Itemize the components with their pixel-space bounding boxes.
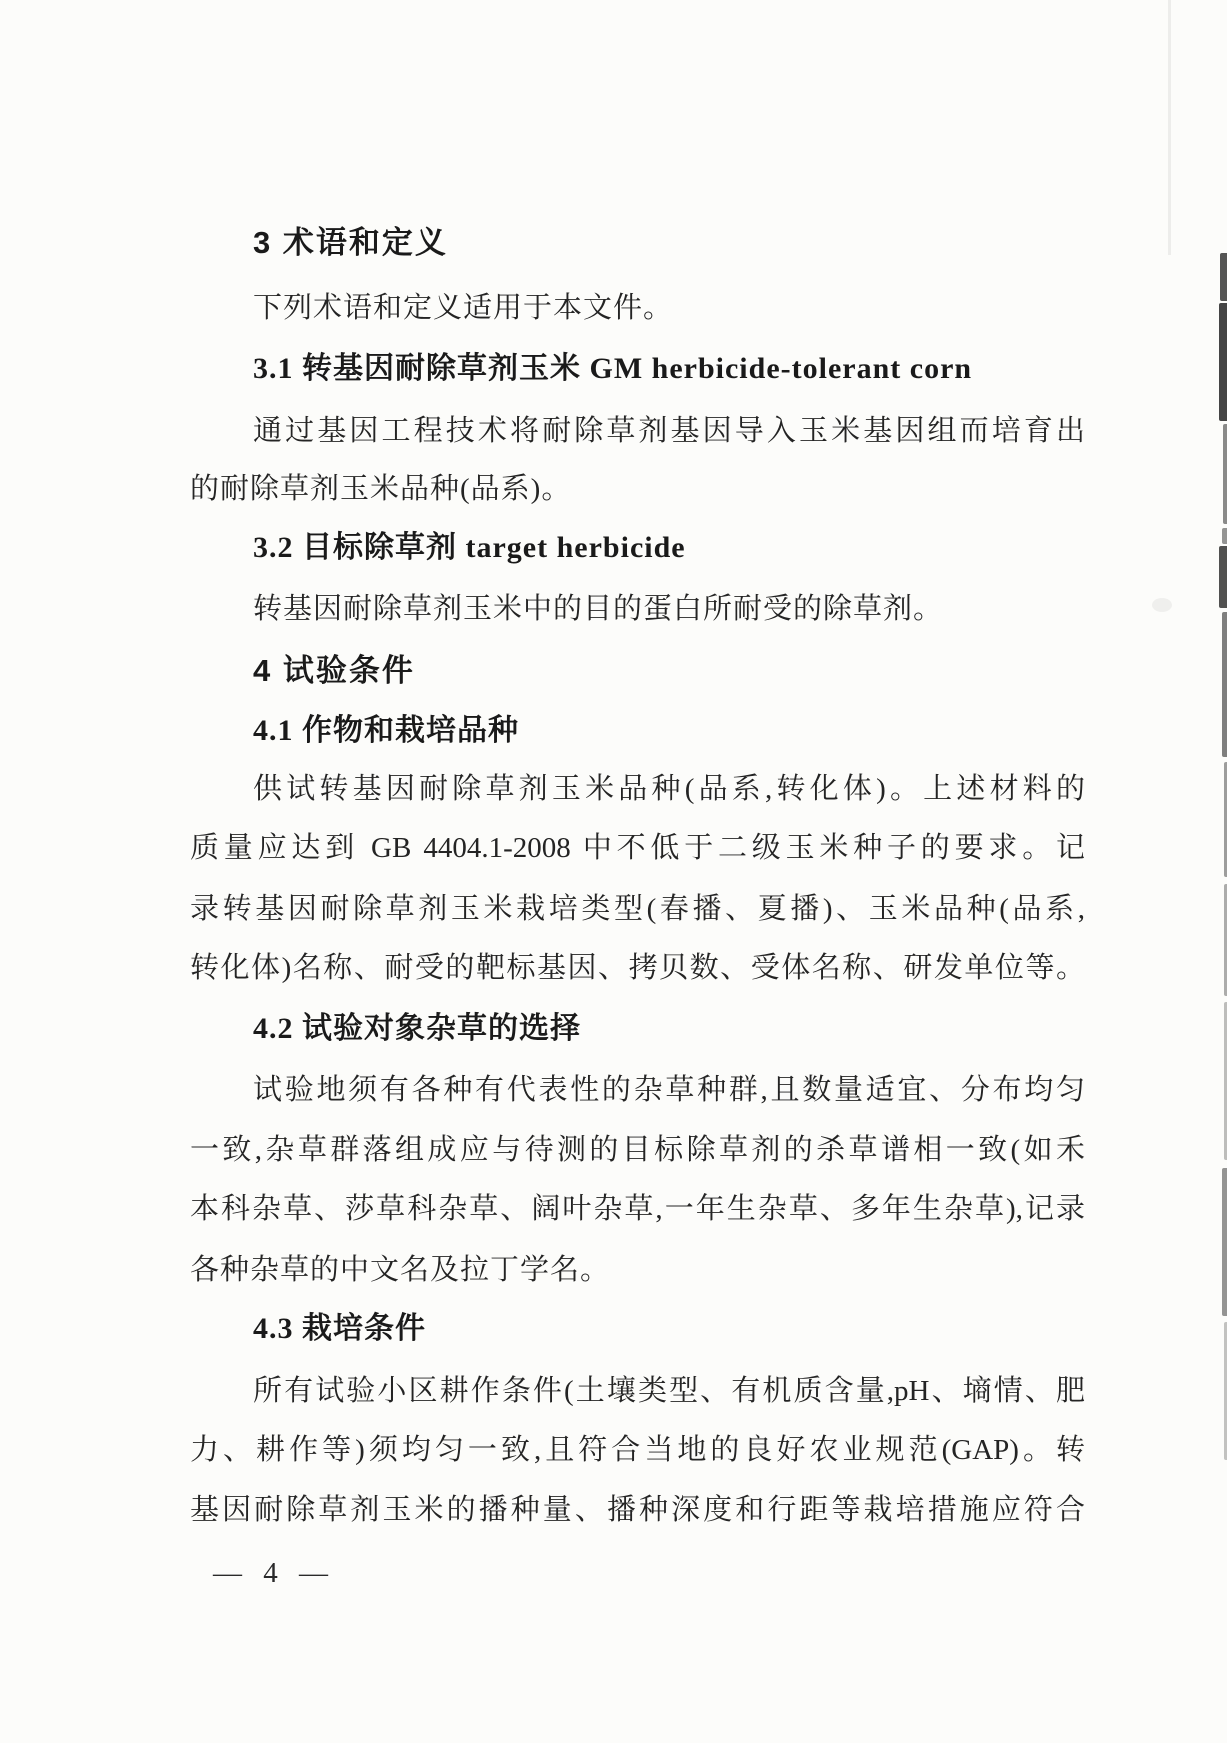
para-3-2-line-1: 转基因耐除草剂玉米中的目的蛋白所耐受的除草剂。	[253, 593, 944, 625]
scan-artifact-edge	[1222, 528, 1227, 544]
heading-3-terms-and-definitions: 3 术语和定义	[253, 225, 448, 260]
para-4-3-line-1: 所有试验小区耕作条件(土壤类型、有机质含量,pH、墒情、肥	[253, 1375, 1085, 1407]
scan-artifact-smudge	[1152, 598, 1172, 612]
scan-artifact-edge	[1223, 424, 1227, 524]
para-4-2-line-2: 一致,杂草群落组成应与待测的目标除草剂的杀草谱相一致(如禾	[190, 1134, 1085, 1166]
page-number: — 4 —	[213, 1557, 335, 1589]
para-4-3-line-3: 基因耐除草剂玉米的播种量、播种深度和行距等栽培措施应符合	[190, 1494, 1085, 1526]
para-3-1-line-2: 的耐除草剂玉米品种(品系)。	[190, 473, 572, 505]
scan-artifact-edge	[1222, 1168, 1227, 1316]
scan-artifact-edge	[1219, 303, 1227, 421]
para-4-2-line-3: 本科杂草、莎草科杂草、阔叶杂草,一年生杂草、多年生杂草),记录	[190, 1193, 1085, 1225]
heading-3-2-target-herbicide: 3.2 目标除草剂 target herbicide	[253, 531, 686, 564]
scan-artifact-edge	[1222, 612, 1227, 757]
para-4-1-line-4: 转化体)名称、耐受的靶标基因、拷贝数、受体名称、研发单位等。	[190, 952, 1085, 984]
para-4-1-line-2: 质量应达到 GB 4404.1-2008 中不低于二级玉米种子的要求。记	[190, 832, 1085, 864]
scan-artifact-edge	[1219, 546, 1227, 608]
para-4-2-line-4: 各种杂草的中文名及拉丁学名。	[190, 1254, 611, 1286]
heading-4-test-conditions: 4 试验条件	[253, 653, 415, 688]
scan-artifact-faint-line	[1168, 0, 1171, 255]
heading-4-1-crop-and-cultivars: 4.1 作物和栽培品种	[253, 714, 519, 747]
para-4-2-line-1: 试验地须有各种有代表性的杂草种群,且数量适宜、分布均匀	[253, 1074, 1085, 1106]
para-4-1-line-3: 录转基因耐除草剂玉米栽培类型(春播、夏播)、玉米品种(品系,	[190, 893, 1085, 925]
para-4-3-line-2: 力、耕作等)须均匀一致,且符合当地的良好农业规范(GAP)。转	[190, 1434, 1085, 1466]
heading-4-2-target-weeds: 4.2 试验对象杂草的选择	[253, 1012, 581, 1045]
para-3-1-line-1: 通过基因工程技术将耐除草剂基因导入玉米基因组而培育出	[253, 415, 1085, 447]
para-4-1-line-1: 供试转基因耐除草剂玉米品种(品系,转化体)。上述材料的	[253, 773, 1085, 805]
heading-3-1-gm-herbicide-tolerant-corn: 3.1 转基因耐除草剂玉米 GM herbicide-tolerant corn	[253, 352, 973, 385]
scan-artifact-edge	[1220, 253, 1227, 301]
para-terms-intro: 下列术语和定义适用于本文件。	[253, 292, 674, 324]
heading-4-3-cultivation-conditions: 4.3 栽培条件	[253, 1312, 426, 1345]
